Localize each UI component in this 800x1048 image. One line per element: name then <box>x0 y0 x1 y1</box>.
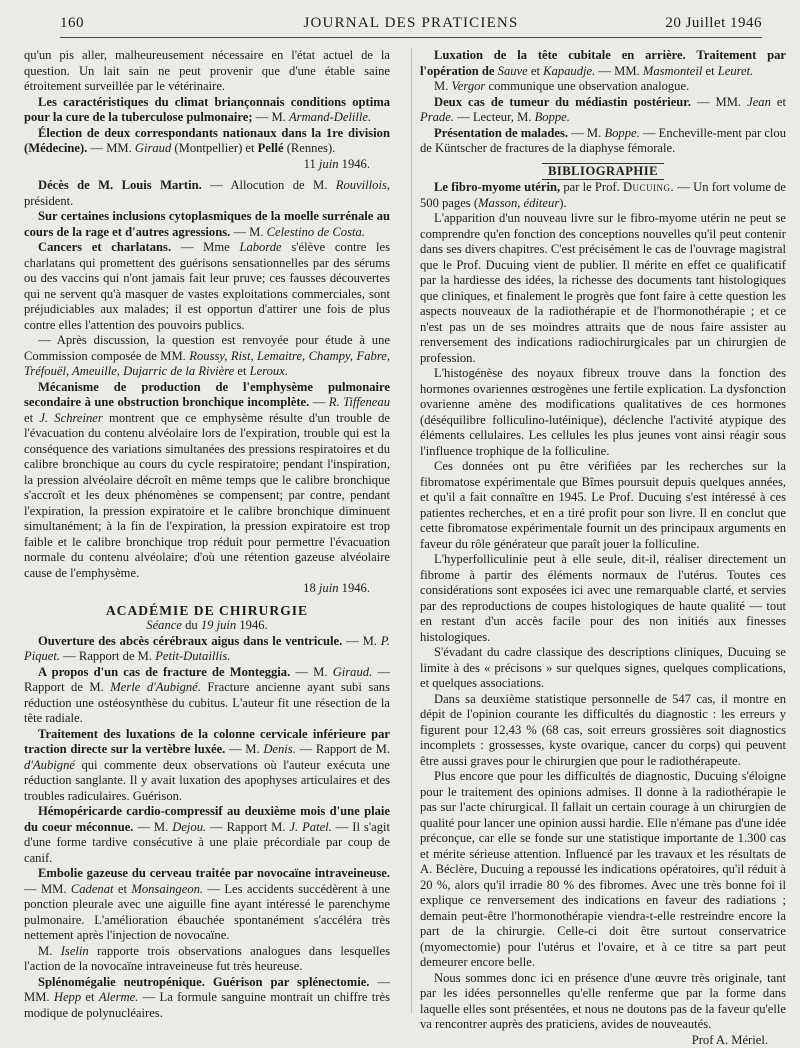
issue-date: 20 Juillet 1946 <box>665 15 762 32</box>
journal-title: JOURNAL DES PRATICIENS <box>60 15 762 32</box>
review-paragraph: Dans sa deuxième statistique personnelle de 547 cas, il montre en dépit de l'opinion courante les difficultés du diagnostic : les erreurs y figurent pour 12,43 % (68 cas, soit erreurs grossières soit diagnostics incomplets : grossesses, kyste ovarique, cancer du corps) qui peuvent être aussi graves pour le chirurgien que pour le radiothérapeute. <box>420 692 786 770</box>
entry-election: Élection de deux correspondants nationaux dans la 1re division (Médecine). — MM. Giraud (Montpellier) et Pellé (Rennes). <box>24 126 390 157</box>
entry-monteggia: A propos d'un cas de fracture de Monteggia. — M. Giraud. — Rapport de M. Merle d'Aubigné. Fracture ancienne ayant subi sans réduction une ostéosynthèse du cubitus. L'auteur fit une résection de la tête radiale. <box>24 665 390 727</box>
entry-splenomegalie: Splénomégalie neutropénique. Guérison par splénectomie. — MM. Hepp et Alerme. — La formule sanguine montrait un chiffre très modique de polynucléaires. <box>24 975 390 1022</box>
review-paragraph: Plus encore que pour les difficultés de diagnostic, Ducuing s'éloigne pour le traitement des opinions admises. Il donne à la radiothérapie le pas sur l'acte chirurgical. Il fallait un certain courage à un chirurgien de qualité pour lancer une opinion aussi hardie. Elle n'émane pas d'une idée préconçue, car elle se fonde sur une statistique importante de 1.300 cas et mérite sérieuse attention. Influencé par les travaux et les résultats de A. Béclère, Ducuing a repoussé les indications opératoires, qu'il réduit à 20 %, alors qu'il irradie 80 % des fibromes. Avec une très bonne foi il explique ce renversement des indications en faveur des radiations ; demain peut-être l'hormonothérapie viendra-t-elle restreindre encore la part de la chirurgie. Celle-ci doit être surtout conservatrice (myomectomie) pour l'utérus et l'ovaire, et à ce titre sa part peut demeurer encore belle. <box>420 769 786 971</box>
page-number: 160 <box>60 15 84 32</box>
entry-presentation: Présentation de malades. — M. Boppe. — Encheville-ment par clou de Küntscher de fractures de la diaphyse fémorale. <box>420 126 786 157</box>
entry-luxations: Traitement des luxations de la colonne cervicale inférieure par traction directe sur la vertèbre luxée. — M. Denis. — Rapport de M. d'Aubigné qui commente deux observations où l'auteur exécuta une réduction sanglante. Il y avait luxation des apophyses articulaires et des troubles radiculaires. Guérison. <box>24 727 390 805</box>
entry-embolie: Embolie gazeuse du cerveau traitée par novocaïne intraveineuse. — MM. Cadenat et Monsaingeon. — Les accidents succédèrent à une ponction pleurale avec une aiguille fine ayant intéressé le parenchyme pulmonaire. L'amélioration ébauchée spontanément s'accéléra très nettement après l'injection de novocaïne. <box>24 866 390 944</box>
review-paragraph: L'histogénèse des noyaux fibreux trouve dans la fonction des hormones ovariennes œstrogènes une fertile explication. La dysfonction ovarienne amène des modifications qualitatives de ces hormones (déséquilibre folliculino-lutéinique), déclenche l'activité atypique des éléments cellulaires. Les cellules les plus jeunes vont ainsi réagir sous l'influence trophique de la folliculine. <box>420 366 786 459</box>
entry-emphyseme: Mécanisme de production de l'emphysème pulmonaire secondaire à une obstruction bronchique incomplète. — R. Tiffeneau et J. Schreiner montrent que ce emphysème résulte d'un trouble de l'évacuation du contenu alvéolaire lors de l'expiration, trouble qui est la conséquence des variations simultanées des pressions respiratoires et du calibre bronchique au cours du cycle respiratoire; pendant l'inspiration, la pression alvéolaire décroît en même temps que le calibre bronchique s'accroît et les deux phénomènes se compensent; par contre, pendant l'expiration, la pression expiratoire et le calibre bronchique diminuent simultanément; à la fin de l'expiration, la pression expiratoire est trop faible et le calibre bronchique trop réduit pour permettre l'évacuation normale du contenu alvéolaire; d'où une rétention gazeuse alvéolaire cause de l'emphysème. <box>24 380 390 582</box>
review-paragraph: Nous sommes donc ici en présence d'une œuvre très originale, tant par les idées personnelles qu'elle renferme que par la forme dans laquelle elles sont présentées, et nous ne doutons pas de la faveur qu'elle va rencontrer auprès des praticiens, avides de nouveautés. <box>420 971 786 1033</box>
page-header <box>60 15 762 38</box>
paragraph: qu'un pis aller, malheureusement nécessaire en l'état actuel de la question. Un lait sain ne peut provenir que d'une étable saine étroitement surveillée par le vétérinaire. <box>24 48 390 95</box>
right-column <box>420 48 786 1048</box>
entry-inclusions: Sur certaines inclusions cytoplasmiques de la moelle surrénale au cours de la rage et d'autres agressions. — M. Celestino de Costa. <box>24 209 390 240</box>
entry-commission: — Après discussion, la question est renvoyée pour étude à une Commission composée de MM. Roussy, Rist, Lemaitre, Champy, Fabre, Tréfouël, Ameuille, Dujarric de la Rivière et Leroux. <box>24 333 390 380</box>
review-paragraph: S'évadant du cadre classique des descriptions cliniques, Ducuing se limite à des « précisons » sur quelques signes, quelques complications, et quelques associations. <box>420 645 786 692</box>
review-signature: Prof A. Mériel. <box>420 1033 786 1048</box>
session-date: 11 juin 1946. <box>24 157 390 173</box>
entry-cancers: Cancers et charlatans. — Mme Laborde s'élève contre les charlatans qui promettent des guérisons sensationnelles par des sérums ou des vaccins qui n'ont jamais fait leur pruve; ces fausses découvertes qui ne servent qu'à masquer de vastes exploitations commerciales, sont préjudiciables aux malades; il est opportun d'attirer une fois de plus contre elles l'attention des pouvoirs publics. <box>24 240 390 333</box>
entry-vergor: M. Vergor communique une observation analogue. <box>420 79 786 95</box>
review-paragraph: L'hyperfolliculinie peut à elle seule, dit-il, réaliser directement un fibrome à partir des éléments normaux de l'utérus. Toutes ces considérations sont exposées ici avec une remarquable clarté, et servies par des reproductions de coupes histologiques de haute qualité — tout en restant d'un accès facile pour des non initiés aux finesses histologiques. <box>420 552 786 645</box>
bibliography-heading: BIBLIOGRAPHIE <box>420 163 786 181</box>
entry-mediastin: Deux cas de tumeur du médiastin postérieur. — MM. Jean et Prade. — Lecteur, M. Boppe. <box>420 95 786 126</box>
entry-climat: Les caractéristiques du climat briançonnais conditions optima pour la cure de la tuberculose pulmonaire; — M. Armand-Delille. <box>24 95 390 126</box>
session-date: 18 juin 1946. <box>24 581 390 597</box>
entry-iselin: M. Iselin rapporte trois observations analogues dans lesquelles l'action de la novocaïne intraveineuse fut très heureuse. <box>24 944 390 975</box>
review-paragraph: Ces données ont pu être vérifiées par les recherches sur la fibromatose expérimentale que Bîmes poursuit depuis quelques années, et qu'il a fait connaître en 1945. Le Prof. Ducuing s'est intéressé à ces patientes recherches, et en a tiré profit pour son livre. Il en conclut que cette fibromatose expérimentale fournit un des principaux arguments en faveur du rôle générateur que paraît jouer la folliculine. <box>420 459 786 552</box>
book-entry: Le fibro-myome utérin, par le Prof. Ducuing. — Un fort volume de 500 pages (Masson, éditeur). <box>420 180 786 211</box>
entry-abces: Ouverture des abcès cérébraux aigus dans le ventricule. — M. P. Piquet. — Rapport de M. Petit-Dutaillis. <box>24 634 390 665</box>
left-column <box>24 48 390 1021</box>
column-divider <box>411 48 412 1013</box>
section-heading: ACADÉMIE DE CHIRURGIE <box>24 603 390 619</box>
entry-deces: Décès de M. Louis Martin. — Allocution de M. Rouvillois, président. <box>24 178 390 209</box>
review-paragraph: L'apparition d'un nouveau livre sur le fibro-myome utérin ne peut se comprendre qu'en fonction des conceptions nouvelles qu'il peut contenir dans ses divers chapitres. C'est précisément le cas de l'ouvrage magistral que le Prof. Ducuing vient de publier. Il mérite en effet ce qualificatif par la hardiesse des idées, la richesse des documents tant histologiques que cliniques, et finalement le progrès que font faire à cette question les aspects nouveaux de la radiothérapie et de l'hormonothérapie ; et ce n'est pas un de ses moindres attraits que de nous faire assister au renversement des indications radiochirurgicales par un chirurgien de profession. <box>420 211 786 366</box>
seance-line: Séance du 19 juin 1946. <box>24 618 390 634</box>
entry-luxation-cubitale: Luxation de la tête cubitale en arrière. Traitement par l'opération de Sauve et Kapaudje. — MM. Masmonteil et Leuret. <box>420 48 786 79</box>
entry-hemopericarde: Hémopéricarde cardio-compressif au deuxième mois d'une plaie du coeur méconnue. — M. Dejou. — Rapport M. J. Patel. — Il s'agit d'une forme tardive consécutive à une plaie précordiale par coup de canif. <box>24 804 390 866</box>
